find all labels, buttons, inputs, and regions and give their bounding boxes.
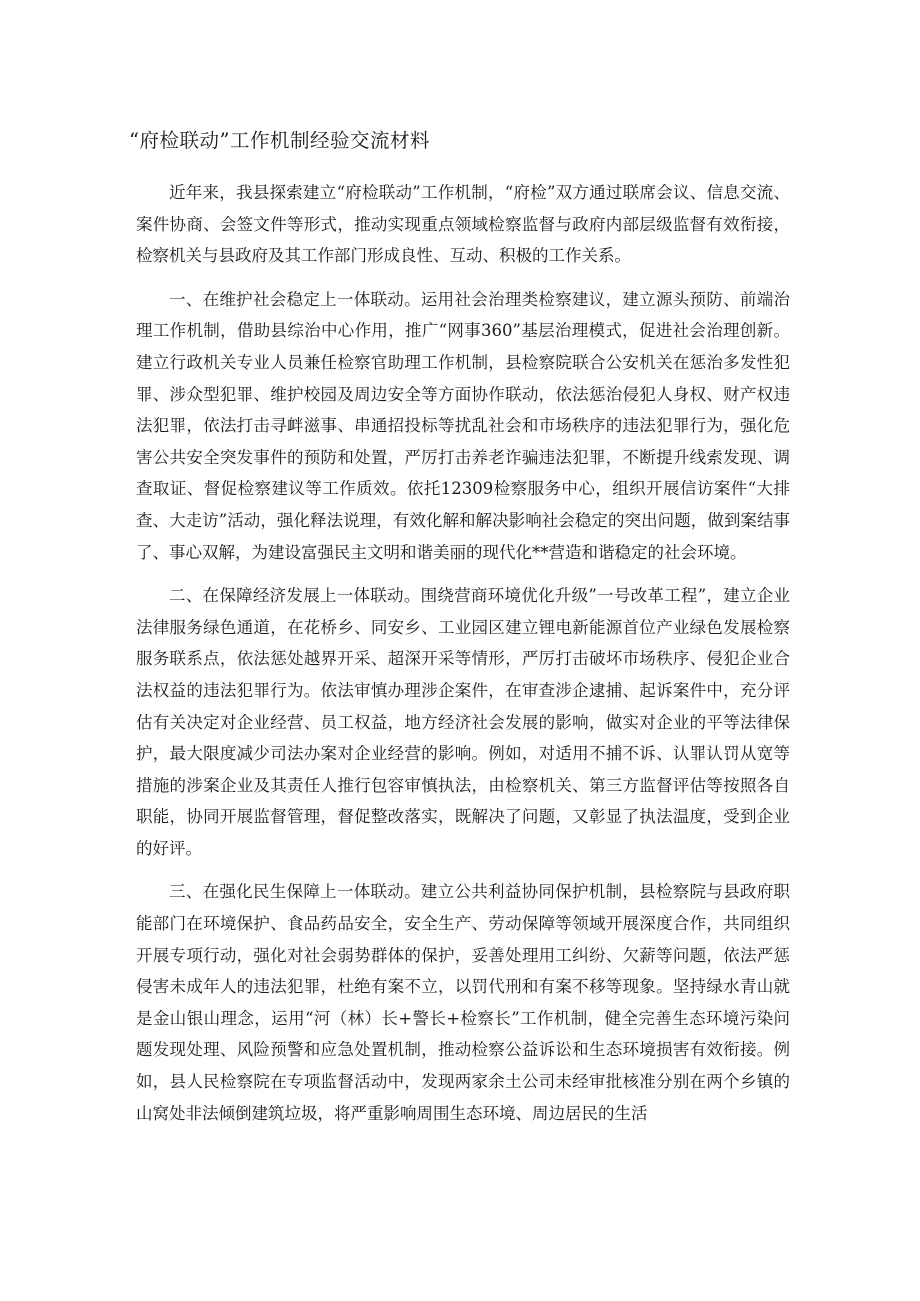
paragraph-intro: 近年来，我县探索建立“府检联动”工作机制，“府检”双方通过联席会议、信息交流、案件协商、会签文件等形式，推动实现重点领域检察监督与政府内部层级监督有效衔接，检察机关与县政府及其工作部门形成良性、互动、积极的工作关系。 [136,183,790,266]
document-body [136,177,790,1141]
paragraph-economic-development: 二、在保障经济发展上一体联动。围绕营商环境优化升级”一号改革工程”，建立企业法律服务绿色通道，在花桥乡、同安乡、工业园区建立锂电新能源首位产业绿色发展检察服务联系点，依法惩处越界开采、超深开采等情形，严厉打击破坏市场秩序、侵犯企业合法权益的违法犯罪行为。依法审慎办理涉企案件，在审查涉企逮捕、起诉案件中，充分评估有关决定对企业经营、员工权益，地方经济社会发展的影响，做实对企业的平等法律保护，最大限度减少司法办案对企业经营的影响。例如，对适用不捕不诉、认罪认罚从宽等措施的涉案企业及其责任人推行包容审慎执法，由检察机关、第三方监督评估等按照各自职能，协同开展监督管理，督促整改落实，既解决了问题，又彰显了执法温度，受到企业的好评。 [136,586,790,858]
paragraph-social-stability: 一、在维护社会稳定上一体联动。运用社会治理类检察建议，建立源头预防、前端治理工作机制，借助县综治中心作用，推广“网事360”基层治理模式，促进社会治理创新。建立行政机关专业人员兼任检察官助理工作机制，县检察院联合公安机关在惩治多发性犯罪、涉众型犯罪、维护校园及周边安全等方面协作联动，依法惩治侵犯人身权、财产权违法犯罪，依法打击寻衅滋事、串通招投标等扰乱社会和市场秩序的违法犯罪行为，强化危害公共安全突发事件的预防和处置，严厉打击养老诈骗违法犯罪，不断提升线索发现、调查取证、督促检察建议等工作质效。依托12309检察服务中心，组织开展信访案件“大排查、大走访”活动，强化释法说理，有效化解和解决影响社会稳定的突出问题，做到案结事了、事心双解，为建设富强民主文明和谐美丽的现代化**营造和谐稳定的社会环境。 [136,289,790,562]
document-title: “府检联动”工作机制经验交流材料 [129,129,430,152]
paragraph-livelihood-protection: 三、在强化民生保障上一体联动。建立公共利益协同保护机制，县检察院与县政府职能部门在环境保护、食品药品安全，安全生产、劳动保障等领域开展深度合作，共同组织开展专项行动，强化对社会弱势群体的保护，妥善处理用工纠纷、欠薪等问题，依法严惩侵害未成年人的违法犯罪，杜绝有案不立，以罚代刑和有案不移等现象。坚持绿水青山就是金山银山理念，运用“河（林）长+警长+检察长”工作机制，健全完善生态环境污染问题发现处理、风险预警和应急处置机制，推动检察公益诉讼和生态环境损害有效衔接。例如，县人民检察院在专项监督活动中，发现两家余土公司未经审批核准分别在两个乡镇的山窝处非法倾倒建筑垃圾，将严重影响周围生态环境、周边居民的生活 [136,882,790,1123]
